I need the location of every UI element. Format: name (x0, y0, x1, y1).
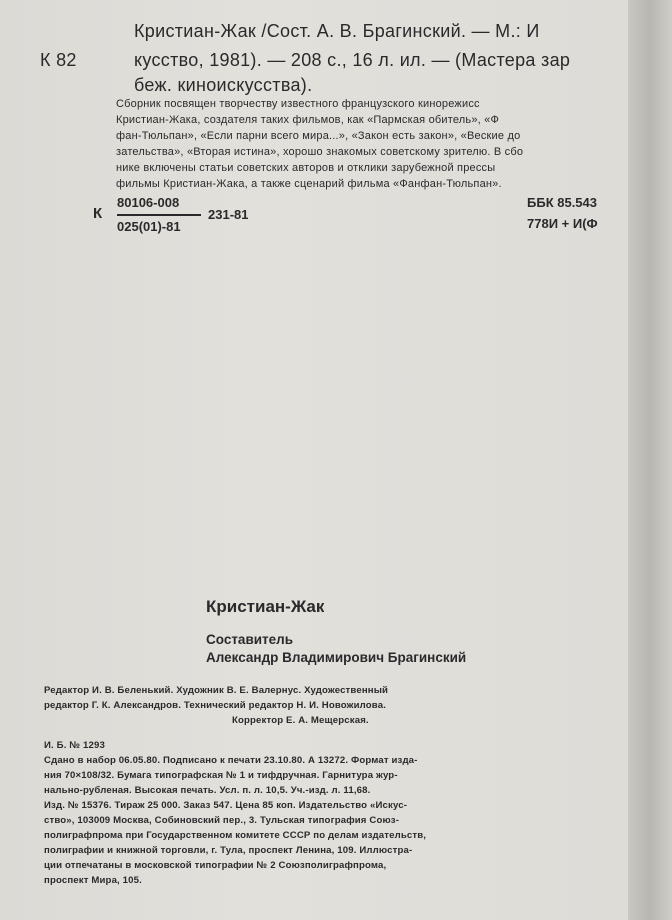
imprint-detail-line: полиграфии и книжной торговли, г. Тула, проспект Ленина, 109. Иллюстра- (44, 845, 413, 856)
imprint-detail-line: Изд. № 15376. Тираж 25 000. Заказ 547. Цена 85 коп. Издательство «Искус- (44, 800, 408, 811)
imprint-detail-line: ство», 103009 Москва, Собиновский пер., 3. Тульская типография Союз- (44, 815, 400, 826)
formula-numerator: 80106-008 (117, 195, 180, 210)
catalog-index: К 82 (40, 50, 77, 70)
book-title: Кристиан-Жак (206, 597, 325, 616)
bbk-code: ББК 85.543 (527, 195, 597, 210)
imprint-detail-line: полиграфпрома при Государственном комитете СССР по делам издательств, (44, 830, 427, 841)
annotation-line: фан-Тюльпан», «Если парни всего мира...», «Закон есть закон», «Веские до (116, 130, 521, 142)
formula-letter: К (93, 205, 103, 222)
annotation-line: Сборник посвящен творчеству известного французского кинорежисс (116, 98, 480, 110)
imprint-editors-line: Корректор Е. А. Мещерская. (232, 715, 369, 726)
imprint-detail-line: Сдано в набор 06.05.80. Подписано к печати 23.10.80. А 13272. Формат изда- (44, 755, 418, 766)
annotation-line: фильмы Кристиан-Жака, а также сценарий фильма «Фанфан-Тюльпан». (116, 178, 502, 190)
catalog-line-2: кусство, 1981). — 208 с., 16 л. ил. — (Мастера зар (134, 50, 571, 70)
page-gutter (628, 0, 672, 920)
compiler-name: Александр Владимирович Брагинский (206, 650, 467, 665)
annotation-line: нике включены статьи советских авторов и отклики зарубежной прессы (116, 162, 496, 174)
ib-number: И. Б. № 1293 (44, 740, 105, 751)
annotation-line: зательства», «Вторая истина», хорошо знакомых советскому зрителю. В сбо (116, 146, 524, 158)
annotation-line: Кристиан-Жака, создателя таких фильмов, как «Пармская обитель», «Ф (116, 114, 500, 126)
catalog-line-3: беж. киноискусства). (134, 75, 313, 95)
imprint-detail-line: проспект Мира, 105. (44, 875, 142, 886)
formula-denominator: 025(01)-81 (117, 219, 181, 234)
imprint-detail-line: ния 70×108/32. Бумага типографская № 1 и тифдручная. Гарнитура жур- (44, 770, 398, 781)
imprint-detail-line: ции отпечатаны в московской типографии № 2 Союзполиграфпрома, (44, 860, 387, 871)
formula-code: 231-81 (208, 207, 249, 222)
imprint-editors-line: редактор Г. К. Александров. Технический редактор Н. И. Новожилова. (44, 700, 387, 711)
catalog-line-1: Кристиан-Жак /Сост. А. В. Брагинский. — М.: И (134, 21, 540, 41)
bbk-subject-code: 778И + И(Ф (527, 216, 598, 231)
imprint-detail-line: нально-рубленая. Высокая печать. Усл. п. л. 10,5. Уч.-изд. л. 11,68. (44, 785, 371, 796)
formula-fraction-bar (117, 214, 201, 216)
compiler-label: Составитель (206, 632, 294, 647)
imprint-editors-line: Редактор И. В. Беленький. Художник В. Е. Валернус. Художественный (44, 685, 389, 696)
